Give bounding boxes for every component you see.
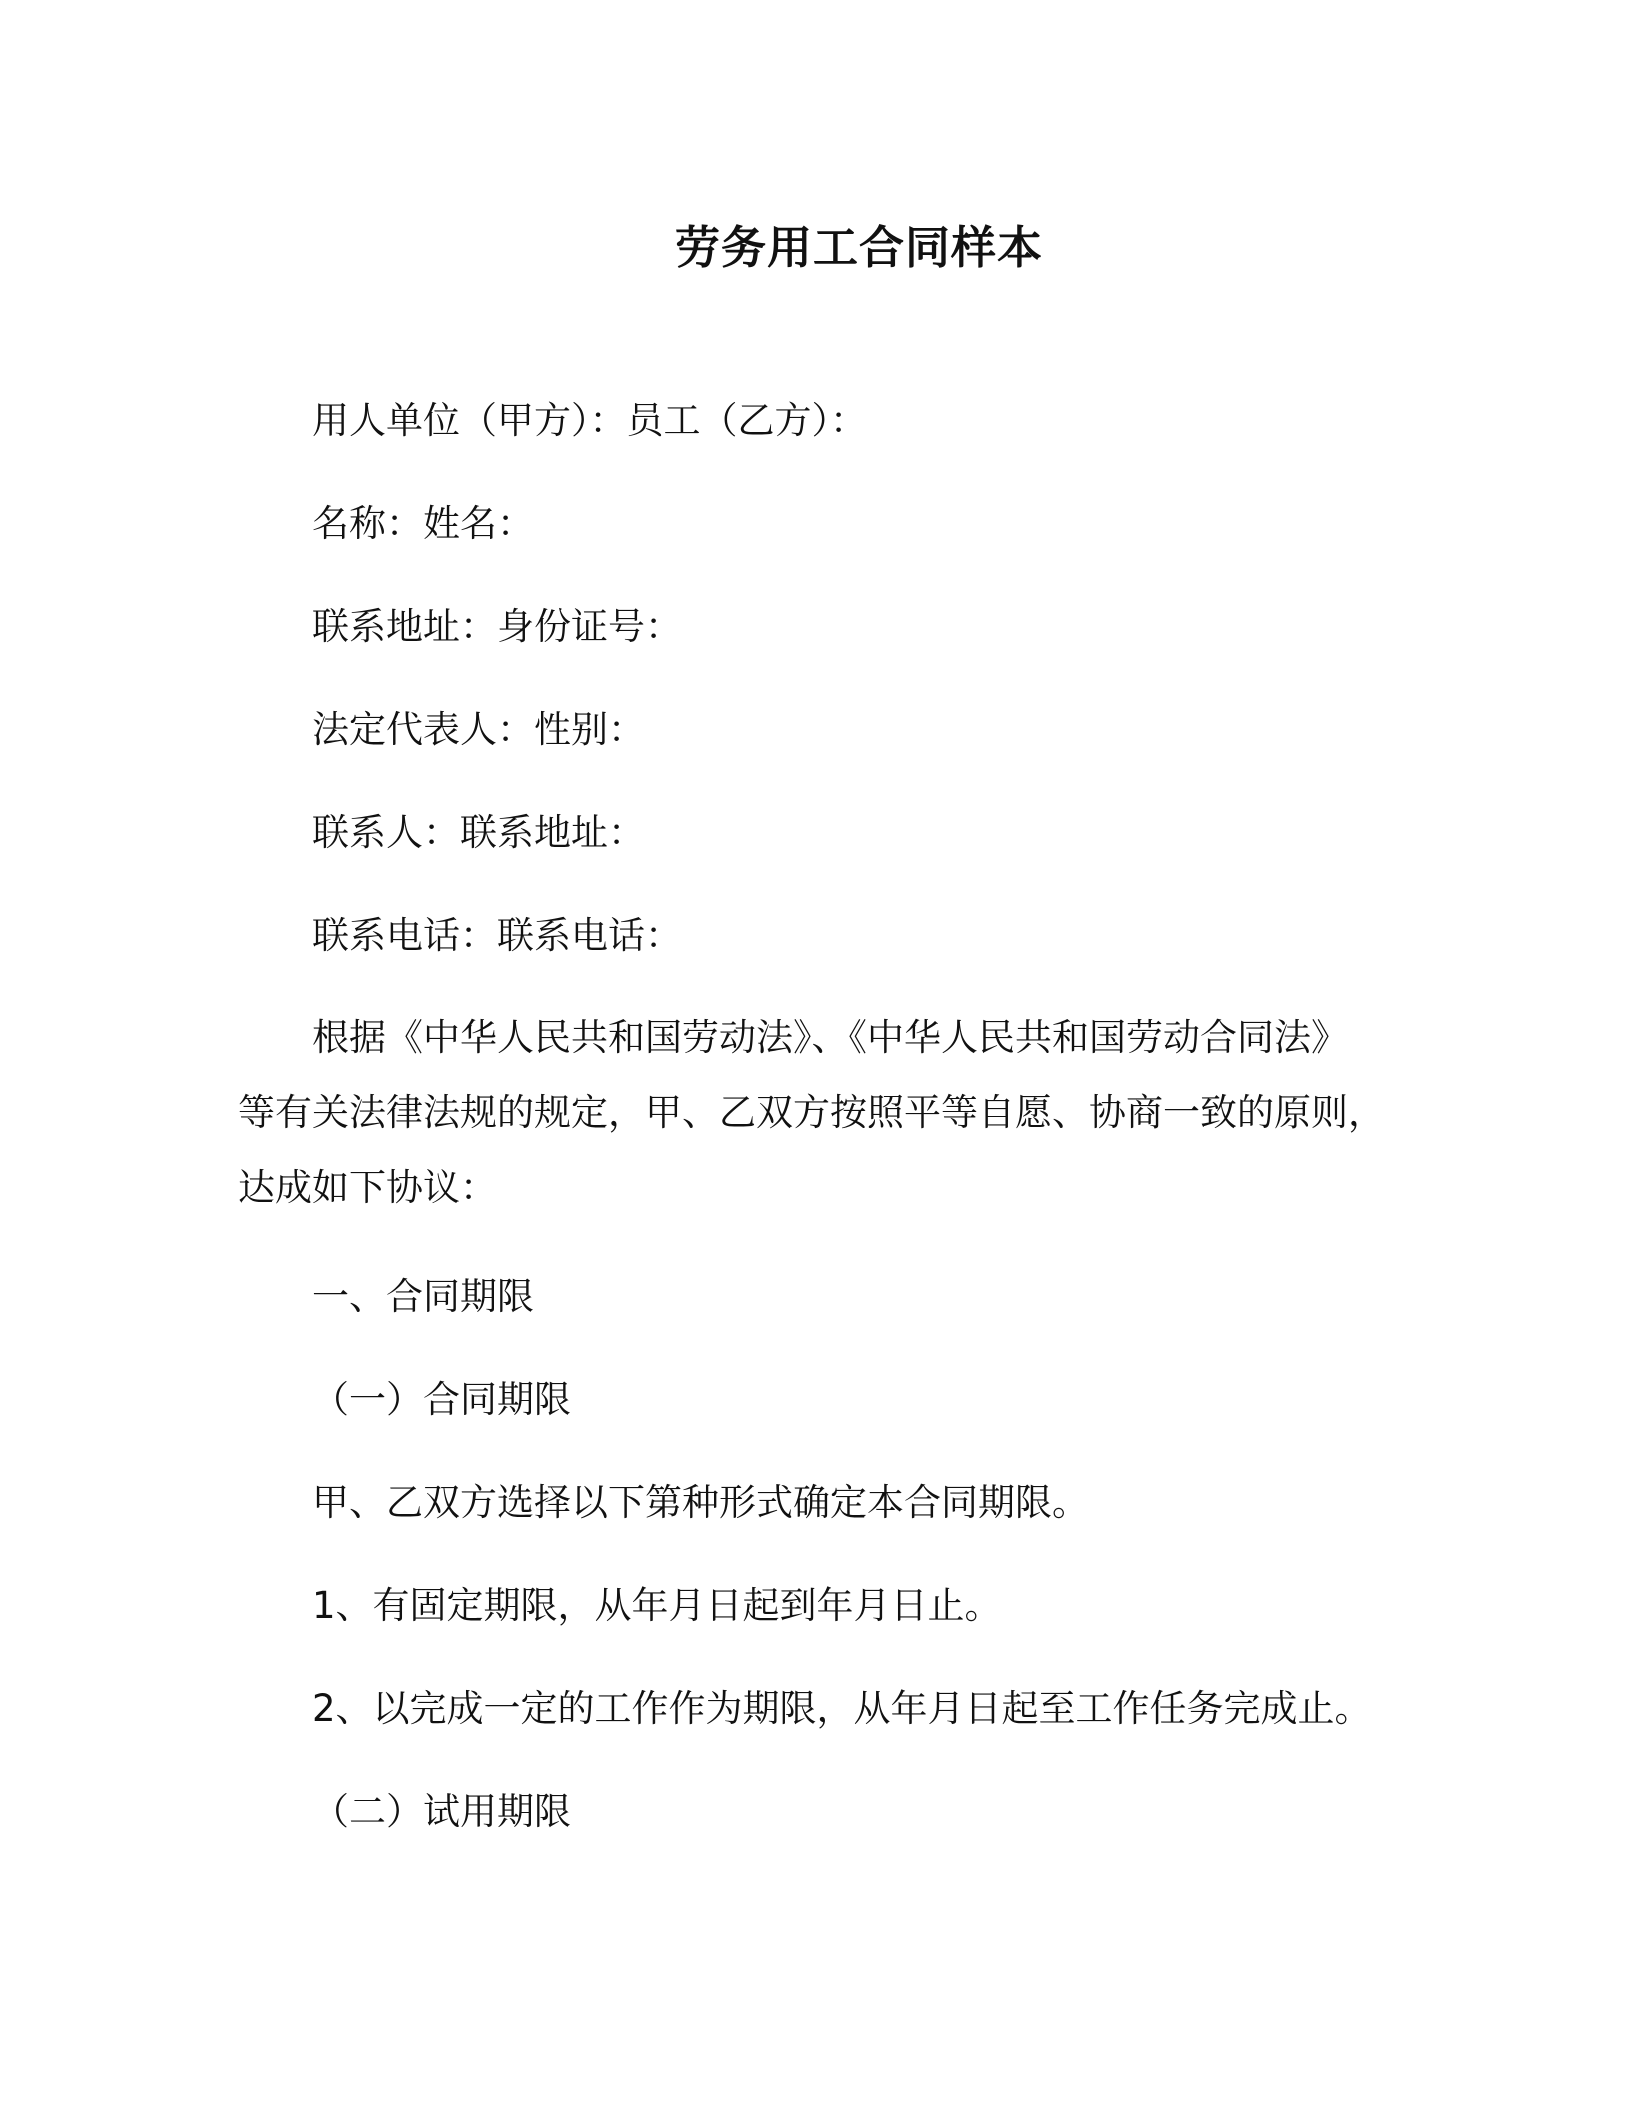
preamble-line-1: 根据《中华人民共和国劳动法》、《中华人民共和国劳动合同法》 <box>312 1016 1348 1059</box>
contract-term-option-1: 1、有固定期限，从年月日起到年月日止。 <box>312 1584 1002 1627</box>
preamble-line-3: 达成如下协议： <box>238 1166 497 1209</box>
contract-term-option-2: 2、以完成一定的工作作为期限，从年月日起至工作任务完成止。 <box>312 1687 1372 1730</box>
preamble-paragraph <box>238 1000 1385 1225</box>
party-line-contact-address: 联系人：联系地址： <box>312 811 645 854</box>
party-line-phone: 联系电话：联系电话： <box>312 914 682 957</box>
subsection-heading-contract-term: （一）合同期限 <box>312 1378 571 1421</box>
subsection-heading-probation: （二）试用期限 <box>312 1790 571 1833</box>
party-line-name: 名称：姓名： <box>312 502 534 545</box>
party-line-employer-employee: 用人单位（甲方）：员工（乙方）： <box>312 399 867 442</box>
party-line-address-id: 联系地址：身份证号： <box>312 605 682 648</box>
contract-term-choice-text: 甲、乙双方选择以下第种形式确定本合同期限。 <box>312 1481 1089 1524</box>
document-title: 劳务用工合同样本 <box>674 221 1043 274</box>
preamble-line-2: 等有关法律法规的规定，甲、乙双方按照平等自愿、协商一致的原则， <box>238 1091 1385 1134</box>
party-line-legal-rep-gender: 法定代表人：性别： <box>312 708 645 751</box>
section-heading-contract-term: 一、合同期限 <box>312 1275 534 1318</box>
